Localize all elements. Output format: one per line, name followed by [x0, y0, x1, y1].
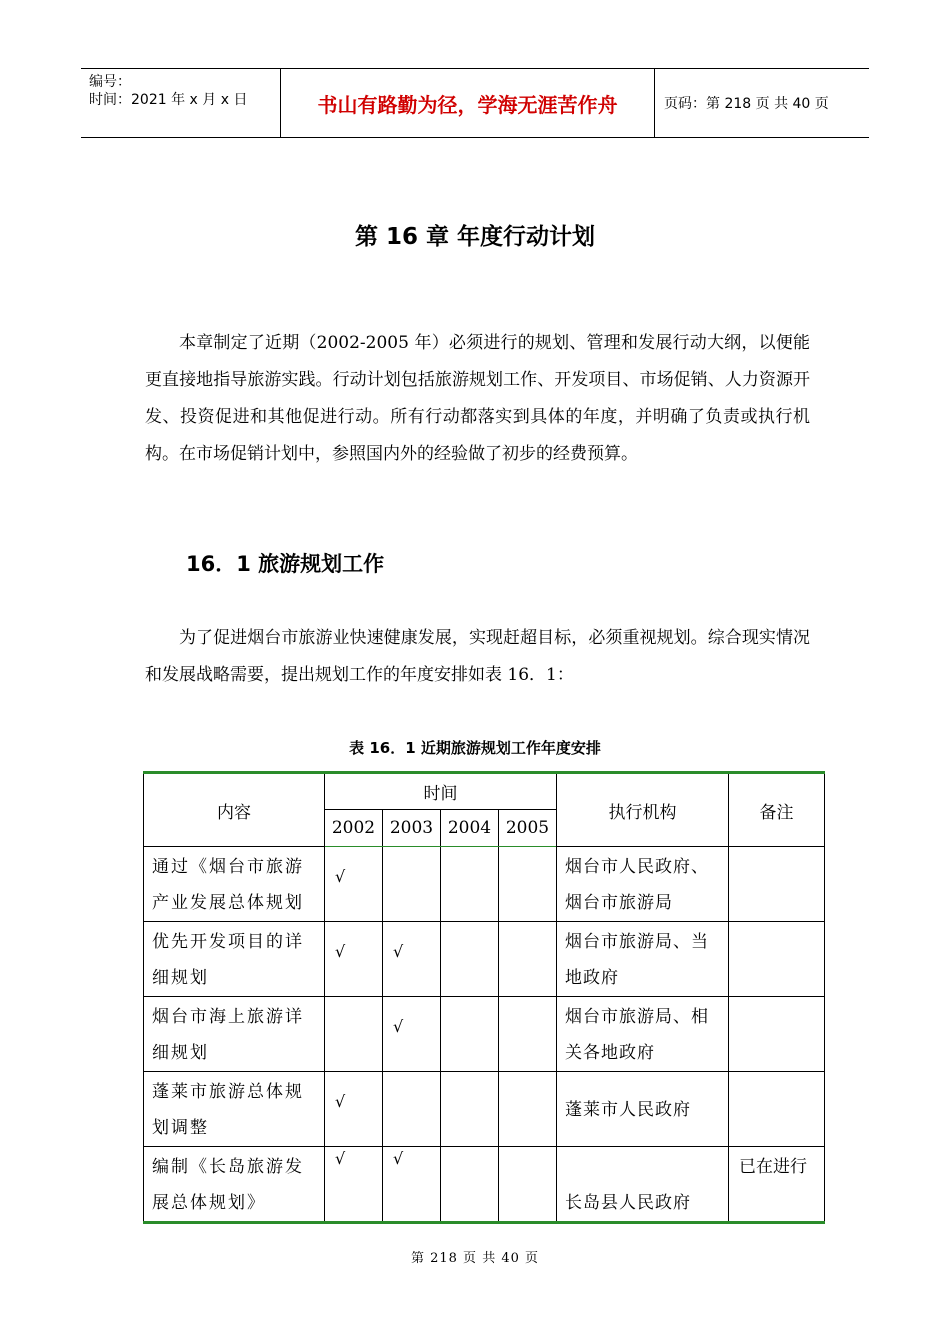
- check-cell: [441, 1147, 499, 1223]
- check-cell: [383, 847, 441, 922]
- check-cell: [325, 847, 383, 922]
- header-content: 内容: [144, 773, 325, 847]
- check-cell: [441, 922, 499, 997]
- check-cell: [383, 997, 441, 1072]
- header-meta: [81, 69, 281, 137]
- header-year-2003: 2003: [383, 810, 441, 847]
- check-cell: [325, 1147, 383, 1223]
- check-mark: √: [335, 1149, 346, 1168]
- table-caption: 表 16．1 近期旅游规划工作年度安排: [349, 739, 601, 757]
- check-mark: √: [335, 867, 346, 886]
- row-note: 已在进行: [729, 1147, 825, 1223]
- section-title: 16．1 旅游规划工作: [186, 552, 385, 576]
- check-cell: [383, 1072, 441, 1147]
- table-row: [144, 997, 825, 1072]
- row-agency: 烟台市旅游局、相关各地政府: [557, 997, 729, 1072]
- header-page-info: 页码：第 218 页 共 40 页: [664, 96, 829, 112]
- row-content: 优先开发项目的详细规划: [144, 922, 325, 997]
- header-agency: 执行机构: [557, 773, 729, 847]
- intro-paragraph: 本章制定了近期（2002-2005 年）必须进行的规划、管理和发展行动大纲，以便能更直接地指导旅游实践。行动计划包括旅游规划工作、开发项目、市场促销、人力资源开发、投资促进和其他促进行动。所有行动都落实到具体的年度，并明确了负责或执行机构。在市场促销计划中，参照国内外的经验做了初步的经费预算。: [145, 333, 810, 464]
- check-cell: [499, 847, 557, 922]
- plan-table: [143, 771, 825, 1224]
- header-note: 备注: [729, 773, 825, 847]
- check-cell: [383, 1147, 441, 1223]
- row-note: [729, 922, 825, 997]
- check-mark: √: [393, 1017, 404, 1036]
- row-content: 通过《烟台市旅游产业发展总体规划: [144, 847, 325, 922]
- check-cell: [499, 1147, 557, 1223]
- header-year-2004: 2004: [441, 810, 499, 847]
- check-cell: [383, 922, 441, 997]
- number-label: 编号：: [89, 74, 131, 90]
- row-note: [729, 997, 825, 1072]
- check-cell: [499, 997, 557, 1072]
- check-cell: [441, 997, 499, 1072]
- row-agency: 烟台市人民政府、烟台市旅游局: [557, 847, 729, 922]
- row-note: [729, 1072, 825, 1147]
- time-label: 时间：2021 年 x 月 x 日: [89, 92, 248, 108]
- row-agency: 长岛县人民政府: [557, 1147, 729, 1223]
- check-cell: [499, 1072, 557, 1147]
- header-year-2002: 2002: [325, 810, 383, 847]
- table-row: [144, 1072, 825, 1147]
- row-content: 蓬莱市旅游总体规划调整: [144, 1072, 325, 1147]
- check-cell: [441, 1072, 499, 1147]
- header-year-2005: 2005: [499, 810, 557, 847]
- table-row: [144, 1147, 825, 1223]
- check-cell: [325, 1072, 383, 1147]
- page-header: [81, 68, 869, 138]
- check-mark: √: [393, 1149, 404, 1168]
- check-cell: [325, 922, 383, 997]
- row-agency: 蓬莱市人民政府: [557, 1072, 729, 1147]
- row-content: 烟台市海上旅游详细规划: [144, 997, 325, 1072]
- row-agency: 烟台市旅游局、当地政府: [557, 922, 729, 997]
- chapter-title: 第 16 章 年度行动计划: [354, 224, 596, 250]
- check-cell: [325, 997, 383, 1072]
- table-row: [144, 847, 825, 922]
- check-cell: [499, 922, 557, 997]
- row-content: 编制《长岛旅游发展总体规划》: [144, 1147, 325, 1223]
- check-mark: √: [393, 942, 404, 961]
- page-footer: 第 218 页 共 40 页: [410, 1251, 540, 1266]
- check-mark: √: [335, 942, 346, 961]
- header-time: 时间: [325, 773, 557, 810]
- check-mark: √: [335, 1092, 346, 1111]
- section-paragraph: 为了促进烟台市旅游业快速健康发展，实现赶超目标，必须重视规划。综合现实情况和发展战略需要，提出规划工作的年度安排如表 16．1：: [145, 628, 810, 685]
- table-row: [144, 922, 825, 997]
- check-cell: [441, 847, 499, 922]
- header-motto: 书山有路勤为径，学海无涯苦作舟: [281, 69, 655, 137]
- row-note: [729, 847, 825, 922]
